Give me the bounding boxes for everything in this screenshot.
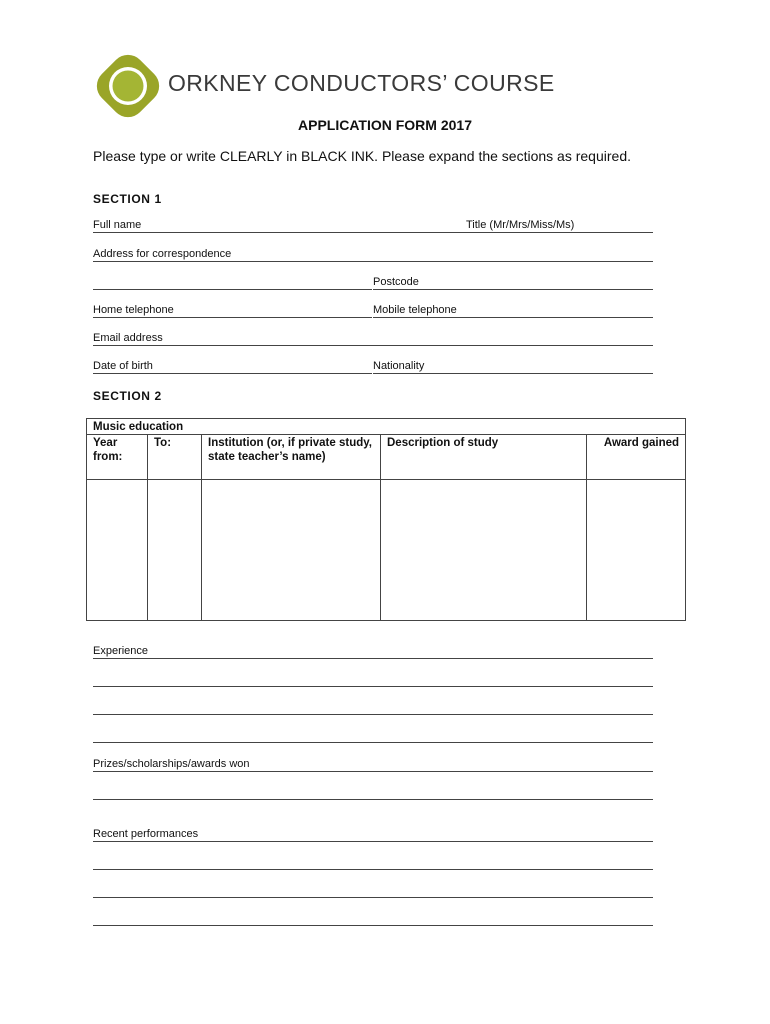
col-year-from-header: Year from: (87, 435, 148, 480)
experience-label: Experience (93, 645, 149, 657)
prizes-line[interactable] (93, 799, 653, 800)
performances-line[interactable] (93, 925, 653, 926)
description-cell[interactable] (381, 480, 587, 621)
col-description-header: Description of study (381, 435, 587, 480)
section2-heading: SECTION 2 (93, 389, 162, 403)
mobile-telephone-label: Mobile telephone (373, 304, 457, 316)
brand-name: ORKNEY CONDUCTORS’ COURSE (168, 70, 555, 96)
nationality-label: Nationality (373, 360, 425, 372)
music-education-table (86, 418, 686, 621)
to-cell[interactable] (148, 480, 202, 621)
address-label: Address for correspondence (93, 248, 232, 260)
prizes-field[interactable] (93, 755, 653, 772)
col-institution-header: Institution (or, if private study, state teacher’s name) (202, 435, 381, 480)
experience-field[interactable] (93, 642, 653, 659)
form-instructions: Please type or write CLEARLY in BLACK INK. Please expand the sections as required. (93, 148, 631, 164)
address-line-2-field[interactable] (93, 273, 372, 290)
performances-line[interactable] (93, 897, 653, 898)
nationality-field[interactable] (373, 357, 653, 374)
section1-heading: SECTION 1 (93, 192, 162, 206)
prizes-label: Prizes/scholarships/awards won (93, 758, 250, 770)
year-from-cell[interactable] (87, 480, 148, 621)
full-name-label: Full name (93, 219, 142, 231)
address-field[interactable] (93, 245, 653, 262)
date-of-birth-field[interactable] (93, 357, 372, 374)
award-cell[interactable] (587, 480, 686, 621)
form-title: APPLICATION FORM 2017 (298, 117, 472, 133)
col-to-header: To: (148, 435, 202, 480)
performances-label: Recent performances (93, 828, 199, 840)
home-telephone-field[interactable] (93, 301, 372, 318)
home-telephone-label: Home telephone (93, 304, 174, 316)
institution-cell[interactable] (202, 480, 381, 621)
performances-field[interactable] (93, 825, 653, 842)
experience-line[interactable] (93, 714, 653, 715)
col-award-header: Award gained (587, 435, 686, 480)
title-field[interactable] (466, 216, 653, 233)
email-label: Email address (93, 332, 163, 344)
date-of-birth-label: Date of birth (93, 360, 153, 372)
music-education-title: Music education (87, 419, 686, 435)
email-field[interactable] (93, 329, 653, 346)
title-label: Title (Mr/Mrs/Miss/Ms) (466, 219, 575, 231)
postcode-label: Postcode (373, 276, 419, 288)
orkney-logo-icon (96, 54, 160, 118)
experience-line[interactable] (93, 686, 653, 687)
full-name-field[interactable] (93, 216, 468, 233)
performances-line[interactable] (93, 869, 653, 870)
postcode-field[interactable] (373, 273, 653, 290)
mobile-telephone-field[interactable] (373, 301, 653, 318)
experience-line[interactable] (93, 742, 653, 743)
